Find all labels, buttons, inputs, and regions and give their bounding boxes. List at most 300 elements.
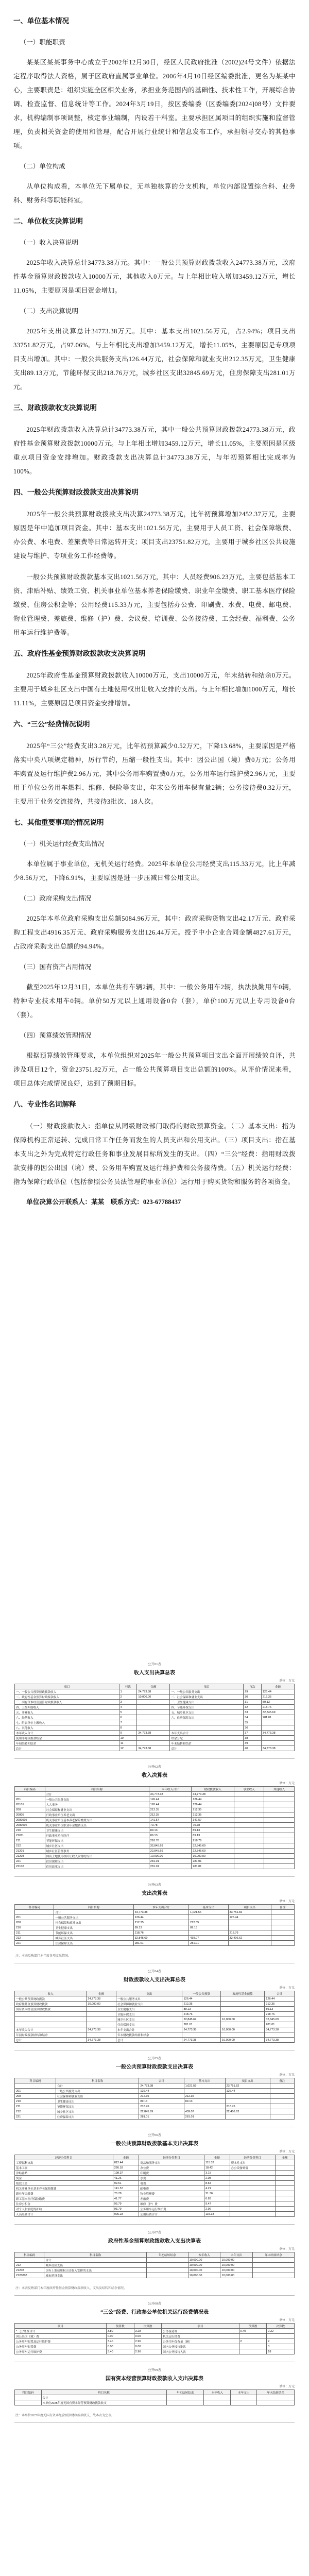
table-cell — [189, 1915, 228, 1920]
table-cell: 一、一般公共服务支出 — [170, 1689, 244, 1694]
table-cell: 12 — [119, 1746, 137, 1751]
table-cell: 七、附属单位上缴收入 — [15, 1720, 119, 1725]
table-cell — [253, 2258, 295, 2263]
table-cell — [15, 2083, 56, 2089]
table-cell — [275, 2191, 294, 2196]
table-cell: 218.76 — [133, 1930, 189, 1936]
table-cell: 工资福利支出 — [15, 2160, 113, 2165]
table-cell: 卫生健康支出 — [45, 1828, 149, 1833]
table-cell: 212.35 — [192, 1812, 234, 1818]
divider — [14, 2295, 295, 2296]
table-cell: 22,845.69 — [149, 1849, 192, 1854]
table-cell — [146, 2268, 188, 2273]
report-table-block — [14, 1764, 295, 1869]
table-cell: 126.44 — [265, 1996, 295, 2002]
table-row — [15, 2032, 295, 2038]
table-cell: 政府性基金预算财政拨款 — [15, 2002, 87, 2007]
column-header: 经济分类科目 — [230, 2155, 275, 2160]
table-cell: 212.35 — [133, 1920, 189, 1925]
column-header: 科目编码 — [15, 2078, 56, 2083]
table-cell — [271, 1925, 294, 1930]
column-header: 科目编码 — [15, 2390, 42, 2395]
table-row — [15, 2171, 295, 2176]
table-cell — [253, 2263, 295, 2268]
table-cell — [271, 1936, 294, 1941]
table-cell: 126.44 — [149, 1797, 192, 1802]
table-cell: 本年支出合计 — [116, 2027, 182, 2032]
table-cell: 21208 — [15, 1854, 45, 1859]
table-cell — [264, 1797, 295, 1802]
table-cell: 22,845.69 — [182, 2017, 220, 2022]
table-cell: 32,845.69 — [192, 1843, 234, 1849]
table-cell: 34,773.38 — [261, 1746, 294, 1751]
section-heading: 六、“三公”经费情况说明 — [13, 720, 90, 728]
table-cell — [230, 2186, 275, 2191]
column-header: 事业收入 — [234, 1787, 264, 1792]
table-cell — [15, 2012, 87, 2017]
table-cell — [275, 2165, 294, 2171]
table-cell: 机关事业单位基本养老保险缴费支出 — [45, 1818, 149, 1823]
paragraph: 2025年收入决算总计34773.38万元。其中：一般公共预算财政拨款收入24773.38万元，政府性基金预算财政拨款收入10000万元，其他收入0万元。与上年相比收入增加3459.12万元，增长11.05%，主要原因是项目资金增加。 — [13, 259, 296, 294]
table-header-row — [15, 1991, 295, 1996]
table-cell: 结余分配 — [170, 1736, 244, 1741]
table-cell: 2 — [267, 2339, 295, 2344]
table-cell — [87, 2012, 116, 2017]
table-cell: 11 — [119, 1741, 137, 1746]
section-heading: 五、政府性基金预算财政拨款收支决算说明 — [13, 650, 146, 657]
table-code: 公开08表 — [148, 2302, 161, 2306]
data-table — [14, 2323, 295, 2354]
table-cell — [265, 2032, 295, 2038]
column-header: 经济分类科目 — [15, 2155, 113, 2160]
table-row — [15, 1736, 295, 1741]
table-cell — [137, 1710, 170, 1715]
section-heading: 二、单位收支决算说明 — [13, 217, 83, 225]
table-cell: 10,000.00 — [220, 2258, 253, 2263]
table-cell — [257, 2395, 295, 2400]
table-cell: 四、上级补助收入 — [15, 1705, 119, 1710]
table-cell — [239, 2344, 267, 2349]
table-cell: 23,751.82 — [225, 2083, 270, 2089]
table-cell: 93.79 — [113, 2207, 139, 2212]
table-cell — [15, 1792, 45, 1797]
table-cell: 公务用车运行维护费 — [139, 2207, 204, 2212]
table-cell: 公务接待费 — [162, 2329, 239, 2334]
table-cell: 社会保障和就业支出 — [116, 2002, 182, 2007]
table-cell: 办公费 — [139, 2165, 204, 2171]
table-cell: 212.35 — [192, 1807, 234, 1812]
table-cell: 10,000.00 — [220, 2027, 264, 2032]
table-cell: 34,773.38 — [149, 1792, 192, 1797]
table-cell: 7 — [119, 1720, 137, 1725]
table-code: 公开03表 — [148, 1883, 161, 1887]
table-cell: 职工基本医疗保险缴费 — [15, 2196, 113, 2201]
table-cell: 因公出国（境）费 — [15, 2334, 107, 2339]
table-cell: 22,845.69 — [192, 1849, 234, 1854]
table-cell: 机关运行经费 — [162, 2334, 239, 2339]
table-cell — [230, 2181, 275, 2186]
table-title: 收入决算表 — [142, 1773, 167, 1778]
table-cell: 198.37 — [113, 2171, 139, 2176]
table-row — [15, 1792, 295, 1797]
table-cell — [15, 1910, 54, 1915]
table-cell: 国有土地使用权出让收入安排的支出 — [44, 2268, 146, 2273]
table-cell: 国有资本经营预算财政拨款 — [15, 2007, 87, 2012]
table-code: 公开07表 — [148, 2231, 161, 2234]
table-unit: 单位：万元 — [279, 2319, 295, 2322]
table-cell: 4.21 — [204, 2186, 230, 2191]
table-row — [15, 1925, 295, 1930]
table-cell: 0.32 — [267, 2329, 295, 2334]
table-cell — [275, 2186, 294, 2191]
data-table — [14, 2155, 295, 2217]
table-cell: 212.35 — [149, 1807, 192, 1812]
table-cell: 四、节能环保支出 — [170, 1705, 244, 1710]
table-cell — [15, 2022, 87, 2027]
table-cell: 奖金 — [15, 2176, 113, 2181]
table-cell: 10,000.00 — [188, 2273, 220, 2278]
table-cell: 115.33 — [204, 2160, 230, 2165]
table-cell: 33 — [244, 1710, 262, 1715]
paragraph: 本单位属于事业单位，无机关运行经费。2025年本单位公用经费支出115.33万元，比上年减少8.56万元，下降6.91%，主要原因是进一步压减日常公用支出。 — [13, 860, 296, 882]
table-cell: 合计 — [45, 1792, 149, 1797]
table-title: 财政拨款收入支出决算总表 — [124, 1977, 185, 1983]
table-cell: 10,000.00 — [220, 2263, 253, 2268]
table-row — [15, 2109, 295, 2114]
table-cell: 2.08 — [204, 2176, 230, 2181]
table-cell — [261, 1725, 294, 1731]
table-cell: 212.35 — [182, 2002, 220, 2007]
subsection-heading: （二）政府采购支出情况 — [20, 895, 92, 902]
table-cell: 0.00 — [134, 2344, 162, 2349]
table-cell: 总计 — [170, 1746, 244, 1751]
table-cell: 六、经营收入 — [15, 1715, 119, 1720]
table-cell: 906.23 — [113, 2212, 139, 2217]
table-cell: 281.01 — [192, 1859, 234, 1864]
table-row — [15, 2395, 295, 2400]
column-header: 预算数 — [106, 2324, 134, 2329]
table-cell — [275, 2171, 294, 2176]
table-row — [15, 1910, 295, 1915]
final-account-tables — [0, 1662, 309, 2428]
table-cell: 卫生健康支出 — [56, 2099, 139, 2104]
table-cell — [137, 1700, 170, 1705]
divider — [14, 1876, 295, 1877]
table-row — [15, 2349, 295, 2354]
table-row — [15, 1936, 295, 1941]
table-code: 公开02表 — [148, 1765, 161, 1769]
table-cell — [146, 2273, 188, 2278]
data-table — [14, 2389, 295, 2405]
table-cell: 住房公积金 — [15, 2201, 113, 2207]
table-cell: 2.96 — [134, 2339, 162, 2344]
table-cell — [230, 2201, 275, 2207]
data-table — [14, 1684, 295, 1751]
table-cell: 31 — [244, 1700, 262, 1705]
table-cell: 社会保障和就业支出 — [56, 2094, 139, 2099]
table-cell: 10,000.00 — [220, 2017, 264, 2022]
table-cell — [234, 1843, 264, 1849]
table-row — [15, 2201, 295, 2207]
table-cell — [264, 1828, 295, 1833]
table-cell: 人员经费合计 — [15, 2212, 113, 2217]
table-cell: 合计 — [41, 2395, 166, 2400]
table-cell — [270, 2094, 294, 2099]
column-header: 决算数 — [267, 2324, 295, 2329]
table-row — [15, 2089, 295, 2094]
column-header: 行次 — [119, 1684, 137, 1689]
table-cell: 0.00 — [106, 2334, 134, 2339]
table-cell: 10 — [119, 1736, 137, 1741]
table-cell — [225, 2094, 270, 2099]
table-row — [15, 1854, 295, 1859]
table-row — [15, 1807, 295, 1812]
table-row — [15, 1941, 295, 1946]
table-cell — [230, 2171, 275, 2176]
table-row — [15, 2268, 295, 2273]
paragraph: 2025年“三公”经费支出3.28万元，比年初预算减少0.52万元，下降13.68%，主要原因是严格落实中央八项规定精神，厉行节约，压缩一般性支出。其中：因公出国（境）费0万元；公务用车购置及运行维护费2.96万元，其中公务用车购置费0万元，公务用车运行维护费2.96万元，主要用于单位公务用车燃料、维修、保险等支出，年末公务用车保有量2辆；公务接待费0.32万元，主要用于业务交流接待，共接待3批次、18人次。 — [13, 742, 296, 805]
table-cell — [234, 1797, 264, 1802]
table-cell — [137, 1705, 170, 1710]
table-cell: 126.44 — [261, 1689, 294, 1694]
table-cell — [234, 1854, 264, 1859]
table-cell: 281.01 — [139, 2114, 184, 2120]
table-cell: 212.35 — [189, 1920, 228, 1925]
table-header-row — [15, 2390, 295, 2395]
table-cell: 89.13 — [182, 2007, 220, 2012]
table-cell: 对个人和家庭的补助 — [15, 2207, 113, 2212]
paragraph: 根据预算绩效管理要求，本单位组织对2025年一般公共预算项目支出全面开展绩效自评，共涉及项目12个，资金23751.82万元，占一般公共预算项目支出总额的100%。从评价情况来看，项目总体完成情况良好，达到了预期目标。 — [13, 1052, 296, 1087]
table-row — [15, 1849, 295, 1854]
table-cell: 3.40 — [106, 2339, 134, 2344]
table-cell — [137, 1736, 170, 1741]
table-cell: 行政事业单位医疗 — [45, 1833, 149, 1838]
table-cell: 10,000.00 — [220, 2268, 253, 2273]
data-table — [14, 2252, 295, 2278]
table-cell: 126.44 — [133, 1915, 189, 1920]
table-cell: 226.18 — [113, 2165, 139, 2171]
table-row — [15, 1812, 295, 1818]
table-row — [15, 2094, 295, 2099]
table-code: 公开01表 — [148, 1663, 161, 1666]
report-table-block — [14, 2132, 295, 2217]
table-cell: 6.83 — [204, 2196, 230, 2201]
table-cell: 36 — [244, 1725, 262, 1731]
table-cell: 208 — [15, 1920, 54, 1925]
divider — [14, 2224, 295, 2225]
column-header: 年末结转结余 — [257, 2390, 295, 2395]
table-cell: 126.44 — [139, 2089, 184, 2094]
table-cell: 2 — [119, 1694, 137, 1700]
table-cell: 10,000.00 — [188, 2263, 220, 2268]
table-cell: 20805 — [15, 1812, 45, 1818]
table-row — [15, 2196, 295, 2201]
table-cell: 节能环保支出 — [56, 2104, 139, 2109]
table-cell — [234, 1818, 264, 1823]
table-cell: 2120803 — [15, 2273, 44, 2278]
column-header: 预算数 — [239, 2324, 267, 2329]
table-cell: 115.33 — [204, 2212, 230, 2217]
table-row — [15, 1920, 295, 1925]
table-cell — [271, 1930, 294, 1936]
table-cell — [253, 2273, 295, 2278]
table-unit: 单位：万元 — [279, 1782, 295, 1785]
table-cell: 公务用车运行维护费 — [15, 2349, 107, 2354]
subsection-heading: （二）支出决算说明 — [20, 308, 78, 315]
table-cell: 3 — [119, 1700, 137, 1705]
table-cell: 5 — [119, 1710, 137, 1715]
table-cell: 439.07 — [189, 1936, 228, 1941]
table-cell: 141.57 — [113, 2186, 139, 2191]
table-header-row — [15, 2155, 295, 2160]
table-cell — [275, 2196, 294, 2201]
report-table-block — [14, 2301, 295, 2354]
table-cell: 合计 — [44, 2258, 146, 2263]
table-code: 公开05表 — [148, 2057, 161, 2060]
column-header: 支出 — [116, 1991, 182, 1996]
table-row — [15, 1797, 295, 1802]
table-cell: 32,406.62 — [228, 1936, 271, 1941]
table-cell: 212 — [15, 2109, 56, 2114]
table-row — [15, 2191, 295, 2196]
table-cell: 1,021.56 — [189, 1910, 228, 1915]
table-cell: 34,773.38 — [133, 1910, 189, 1915]
table-cell — [275, 2201, 294, 2207]
table-row — [15, 2329, 295, 2334]
table-cell — [204, 2400, 231, 2405]
table-cell: 0.00 — [134, 2334, 162, 2339]
table-title: 收入支出决算总表 — [134, 1670, 175, 1676]
table-cell: 89.13 — [184, 2099, 225, 2104]
table-row — [15, 1843, 295, 1849]
table-row — [15, 1802, 295, 1807]
table-cell: 218.76 — [225, 2104, 270, 2109]
table-cell: 89.13 — [149, 1828, 192, 1833]
table-cell: 218.76 — [139, 2104, 184, 2109]
table-cell: 10,000.00 — [220, 2273, 253, 2278]
table-cell — [87, 2017, 116, 2022]
table-cell — [264, 1833, 295, 1838]
table-cell — [170, 1725, 244, 1731]
table-title: 政府性基金预算财政拨款收入支出决算表 — [108, 2239, 201, 2244]
table-cell: 国有土地使用权出让收入安排的支出 — [45, 1854, 149, 1859]
table-cell — [271, 1915, 294, 1920]
table-cell: 22,845.69 — [139, 2109, 184, 2114]
table-cell — [228, 1941, 271, 1946]
column-header: 金额 — [261, 1684, 294, 1689]
table-row — [15, 1930, 295, 1936]
column-header: 项目支出 — [225, 2078, 270, 2083]
table-cell — [270, 2114, 294, 2120]
table-row — [15, 1731, 295, 1736]
table-row — [15, 1710, 295, 1715]
column-header: 科目名称 — [45, 1787, 149, 1792]
table-cell: 年初结转和结余 — [15, 1741, 119, 1746]
table-cell — [137, 1741, 170, 1746]
table-row — [15, 2027, 295, 2032]
table-row — [15, 1725, 295, 1731]
column-header: 项目 — [15, 1684, 119, 1689]
table-cell — [275, 2212, 294, 2217]
table-cell: 住房保障支出 — [116, 2022, 182, 2027]
data-table — [14, 1904, 295, 1946]
table-cell: 印刷费 — [139, 2171, 204, 2176]
table-header-row — [15, 1684, 295, 1689]
table-cell: 281.01 — [133, 1941, 189, 1946]
column-header: 合计 — [265, 1991, 295, 1996]
table-cell: 9.47 — [204, 2201, 230, 2207]
table-cell: 34,773.38 — [87, 2038, 116, 2043]
table-cell — [230, 2196, 275, 2201]
table-cell: 节能环保支出 — [45, 1838, 149, 1843]
table-cell — [228, 1925, 271, 1930]
table-cell: 24,773.38 — [182, 2027, 220, 2032]
table-cell: 126.44 — [228, 1915, 271, 1920]
paragraph: 截至2025年12月31日，本单位共有车辆2辆，其中：一般公务用车2辆，执法执勤用车0辆，特种专业技术用车0辆。单价50万元以上通用设备0台（套），单价100万元以上专用设备0台（套）。 — [13, 984, 296, 1019]
table-cell: 资本性支出 — [230, 2160, 275, 2165]
table-cell: 城乡社区支出 — [45, 1843, 149, 1849]
column-header: 项目 — [15, 2324, 107, 2329]
table-cell — [234, 1828, 264, 1833]
column-header: 本年收入 — [204, 2390, 231, 2395]
data-table — [14, 1991, 295, 2043]
table-row — [15, 2400, 295, 2405]
table-cell: 8 — [119, 1725, 137, 1731]
paragraph: （一）财政拨款收入：指单位从同级财政部门取得的财政预算资金。（二）基本支出：指为保障机构正常运转、完成日常工作任务而发生的人员支出和公用支出。（三）项目支出：指在基本支出之外为完成特定行政任务和事业发展目标所发生的支出。（四）“三公”经费：指用财政拨款安排的因公出国（境）费、公务用车购置及运行维护费和公务接待费。（五）机关运行经费：指为保障行政单位（包括参照公务员法管理的事业单位）运行用于购买货物和服务的各项资金。 — [13, 1123, 296, 1185]
table-header-row — [15, 1905, 295, 1910]
table-cell — [220, 2012, 264, 2017]
column-header: 本年收入 — [188, 2252, 220, 2258]
table-row — [15, 2181, 295, 2186]
column-header: 科目编码 — [15, 1787, 45, 1792]
table-cell: 34,773.38 — [137, 1731, 170, 1736]
table-cell: 89.13 — [133, 1925, 189, 1930]
column-header: 本年支出 — [230, 2390, 257, 2395]
table-cell: 34,773.38 — [137, 1746, 170, 1751]
table-cell — [239, 2349, 267, 2354]
explanation-text — [0, 0, 309, 1206]
paragraph: 2025年一般公共预算财政拨款支出决算24773.38万元，比年初预算增加2452.37万元，主要原因是年中追加项目资金。其中：基本支出1021.56万元，主要用于人员工资、社会保障缴费、办公费、水电费、差旅费等日常运转开支；项目支出23751.82万元，主要用于城乡社区公共设施建设与维护、专项业务工作经费等。 — [13, 511, 296, 560]
table-row — [15, 1833, 295, 1838]
table-unit: 单位：万元 — [279, 2385, 295, 2388]
paragraph: 从单位构成看，本单位无下属单位，无单独核算的分支机构，单位内部设置综合科、业务科、财务科等职能科室。 — [13, 183, 296, 204]
table-cell: 二、社会保障和就业支出 — [170, 1694, 244, 1700]
table-cell: 8.64 — [204, 2181, 230, 2186]
report-table-block — [14, 1882, 295, 1946]
table-row — [15, 2012, 295, 2017]
column-header: 科目名称 — [54, 1905, 133, 1910]
column-header: 决算数 — [134, 2324, 162, 2329]
table-cell — [264, 1849, 295, 1854]
column-header: 科目名称 — [56, 2078, 139, 2083]
table-cell — [146, 2263, 188, 2268]
table-cell: 212 — [15, 2263, 44, 2268]
table-title: 支出决算表 — [142, 1891, 167, 1896]
table-row — [15, 2083, 295, 2089]
table-cell: 281.01 — [149, 1859, 192, 1864]
table-cell: 本单位2025年度无国有资本经营预算财政拨款收支 — [41, 2400, 166, 2405]
table-row — [15, 2160, 295, 2165]
table-cell: 210 — [15, 1828, 45, 1833]
table-row — [15, 2334, 295, 2339]
table-cell: 41.26 — [113, 2176, 139, 2181]
table-cell: 18 — [267, 2349, 295, 2354]
table-cell — [234, 1807, 264, 1812]
table-cell: 212.35 — [265, 2002, 295, 2007]
table-cell — [230, 2400, 257, 2405]
table-row — [15, 2207, 295, 2212]
table-cell: 2 — [239, 2339, 267, 2344]
